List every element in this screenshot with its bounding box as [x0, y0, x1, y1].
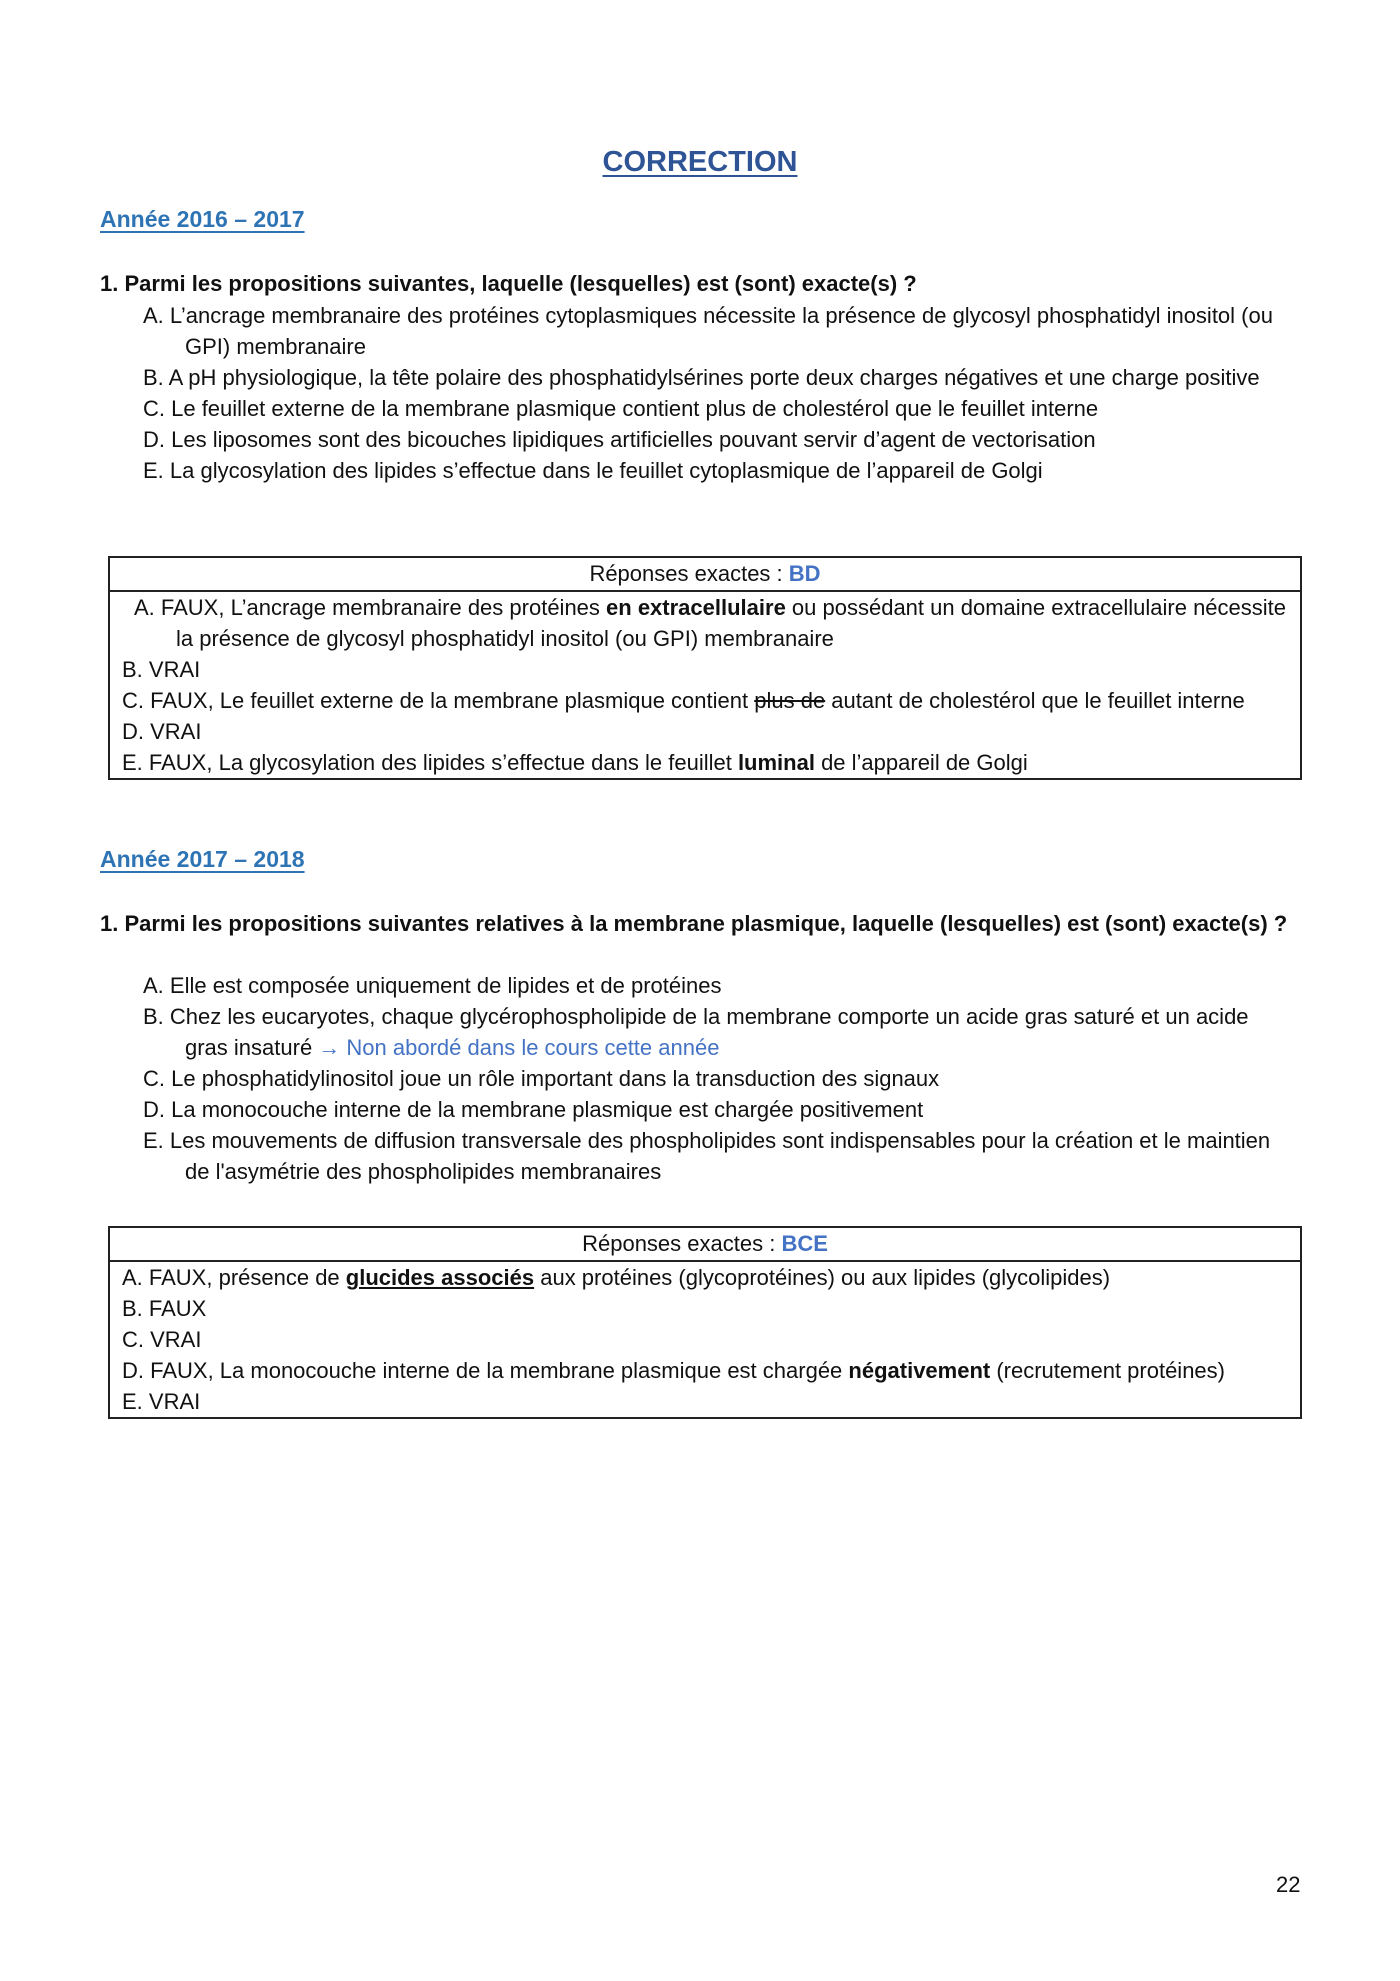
answer-label: Réponses exactes :: [582, 1231, 782, 1256]
options-2017: [143, 970, 1293, 1187]
answer-box-2016: [108, 556, 1302, 780]
page-title: CORRECTION: [602, 146, 798, 178]
answer-header: [110, 1228, 1300, 1262]
option-d: D. La monocouche interne de la membrane plasmique est chargée positivement: [143, 1097, 924, 1122]
option-c: C. Le feuillet externe de la membrane plasmique contient plus de cholestérol que le feuillet interne: [143, 396, 1099, 421]
year-heading-2017: Année 2017 – 2018: [100, 846, 305, 872]
correction-d: D. VRAI: [122, 719, 202, 744]
year-heading-2016: Année 2016 – 2017: [100, 206, 305, 232]
option-a: A. Elle est composée uniquement de lipides et de protéines: [143, 973, 722, 998]
correction-a: A. FAUX, L’ancrage membranaire des protéines en extracellulaire ou possédant un domaine extracellulaire nécessite la présence de glycosyl phosphatidyl inositol (ou GPI) membranaire: [134, 595, 1287, 651]
corrections-2017: [110, 1262, 1300, 1417]
answer-value: BCE: [781, 1231, 828, 1256]
option-e: E. Les mouvements de diffusion transversale des phospholipides sont indispensables pour la création et le maintien de l'asymétrie des phospholipides membranaires: [143, 1128, 1271, 1184]
answer-value: BD: [788, 561, 821, 586]
answer-header: [110, 558, 1300, 592]
option-b-note: → Non abordé dans le cours cette année: [318, 1035, 720, 1060]
answer-box-2017: [108, 1226, 1302, 1419]
correction-a: A. FAUX, présence de glucides associés aux protéines (glycoprotéines) ou aux lipides (glycolipides): [122, 1265, 1111, 1290]
option-c: C. Le phosphatidylinositol joue un rôle important dans la transduction des signaux: [143, 1066, 940, 1091]
correction-e: E. VRAI: [122, 1389, 201, 1414]
correction-c: C. FAUX, Le feuillet externe de la membrane plasmique contient plus de autant de cholestérol que le feuillet interne: [122, 688, 1245, 713]
correction-c: C. VRAI: [122, 1327, 202, 1352]
options-2016: [143, 300, 1293, 486]
option-b: B. A pH physiologique, la tête polaire des phosphatidylsérines porte deux charges négatives et une charge positive: [143, 365, 1260, 390]
option-b: B. Chez les eucaryotes, chaque glycérophospholipide de la membrane comporte un acide gras saturé et un acide gras insaturé → Non abordé dans le cours cette année: [143, 1004, 1249, 1060]
page-number: 22: [1276, 1872, 1301, 1897]
option-a: A. L’ancrage membranaire des protéines cytoplasmiques nécessite la présence de glycosyl phosphatidyl inositol (ou GPI) membranaire: [143, 303, 1273, 359]
answer-label: Réponses exactes :: [589, 561, 789, 586]
question-2016: 1. Parmi les propositions suivantes, laquelle (lesquelles) est (sont) exacte(s) ?: [100, 271, 917, 296]
correction-e: E. FAUX, La glycosylation des lipides s’effectue dans le feuillet luminal de l’appareil de Golgi: [122, 750, 1028, 775]
question-2017: 1. Parmi les propositions suivantes relatives à la membrane plasmique, laquelle (lesquelles) est (sont) exacte(s) ?: [100, 911, 1288, 936]
correction-b: B. FAUX: [122, 1296, 207, 1321]
option-e: E. La glycosylation des lipides s’effectue dans le feuillet cytoplasmique de l’appareil de Golgi: [143, 458, 1043, 483]
corrections-2016: [110, 592, 1300, 778]
option-d: D. Les liposomes sont des bicouches lipidiques artificielles pouvant servir d’agent de vectorisation: [143, 427, 1096, 452]
correction-b: B. VRAI: [122, 657, 201, 682]
correction-d: D. FAUX, La monocouche interne de la membrane plasmique est chargée négativement (recrutement protéines): [122, 1358, 1225, 1383]
